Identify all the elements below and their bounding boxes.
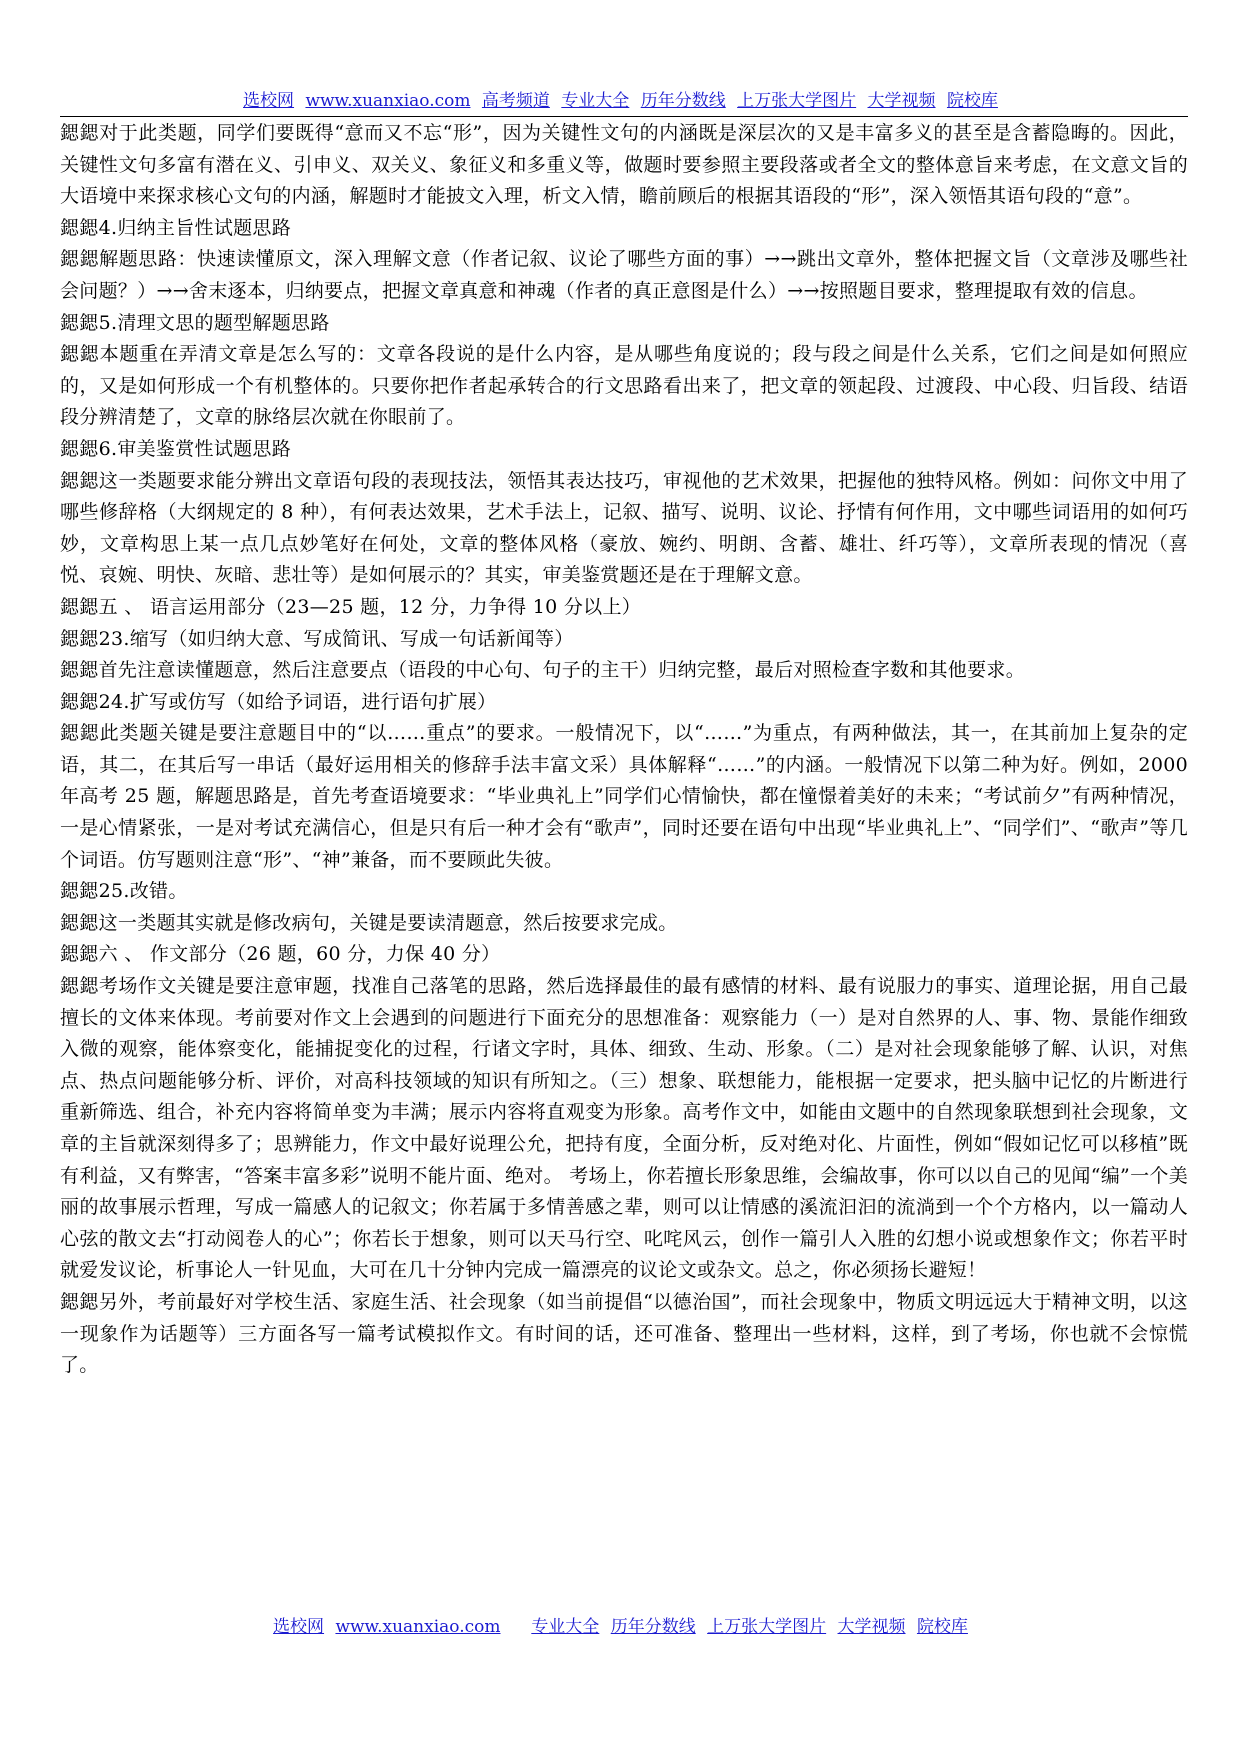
paragraph: 鍶鍶另外，考前最好对学校生活、家庭生活、社会现象（如当前提倡“以德治国”，而社会现象中，物质文明远远大于精神文明，以这一现象作为话题等）三方面各写一篇考试模拟作文。有时间的话，还可准备、整理出一些材料，这样，到了考场，你也就不会惊慌了。 (60, 1290, 1188, 1377)
paragraph: 鍶鍶首先注意读懂题意，然后注意要点（语段的中心句、句子的主干）归纳完整，最后对照检查字数和其他要求。 (60, 659, 1026, 682)
document-body (60, 118, 1188, 1382)
paragraph: 鍶鍶考场作文关键是要注意审题，找准自己落笔的思路，然后选择最佳的最有感情的材料、最有说服力的事实、道理论据，用自己最擅长的文体来体现。考前要对作文上会遇到的问题进行下面充分的思想准备：观察能力（一）是对自然界的人、事、物、景能作细致入微的观察，能体察变化，能捕捉变化的过程，行诸文字时，具体、细致、生动、形象。（二）是对社会现象能够了解、认识，对焦点、热点问题能够分析、评价，对高科技领域的知识有所知之。（三）想象、联想能力，能根据一定要求，把头脑中记忆的片断进行重新筛选、组合，补充内容将简单变为丰满；展示内容将直观变为形象。高考作文中，如能由文题中的自然现象联想到社会现象，文章的主旨就深刻得多了；思辨能力，作文中最好说理公允，把持有度，全面分析，反对绝对化、片面性，例如“假如记忆可以移植”既有利益，又有弊害，“答案丰富多彩”说明不能片面、绝对。 考场上，你若擅长形象思维，会编故事，你可以以自己的见闻“编”一个美丽的故事展示哲理，写成一篇感人的记叙文；你若属于多情善感之辈，则可以让情感的溪流汩汩的流淌到一个个方格内，以一篇动人心弦的散文去“打动阅卷人的心”；你若长于想象，则可以天马行空、叱咤风云，创作一篇引人入胜的幻想小说或想象作文；你若平时就爱发议论，析事论人一针见血，大可在几十分钟内完成一篇漂亮的议论文或杂文。总之，你必须扬长避短！ (60, 975, 1188, 1282)
section-heading: 鍶鍶6.审美鉴赏性试题思路 (60, 437, 292, 460)
footer-link-scores[interactable]: 历年分数线 (610, 1617, 696, 1637)
header-link-videos[interactable]: 大学视频 (867, 91, 936, 111)
footer-link-xuanxiao[interactable]: 选校网 (273, 1617, 325, 1637)
header-divider (60, 116, 1188, 117)
paragraph: 鍶鍶本题重在弄清文章是怎么写的：文章各段说的是什么内容，是从哪些角度说的；段与段之间是什么关系，它们之间是如何照应的，又是如何形成一个有机整体的。只要你把作者起承转合的行文思路看出来了，把文章的领起段、过渡段、中心段、归旨段、结语段分辨清楚了，文章的脉络层次就在你眼前了。 (60, 343, 1188, 429)
footer-link-photos[interactable]: 上万张大学图片 (707, 1617, 827, 1637)
paragraph: 鍶鍶解题思路：快速读懂原文，深入理解文意（作者记叙、议论了哪些方面的事）→→跳出文章外，整体把握文旨（文章涉及哪些社会问题？）→→舍末逐本，归纳要点，把握文章真意和神魂（作者的真正意图是什么）→→按照题目要求，整理提取有效的信息。 (60, 248, 1188, 302)
header-link-website[interactable]: www.xuanxiao.com (305, 91, 471, 111)
paragraph: 鍶鍶对于此类题，同学们要既得“意而又不忘“形”，因为关键性文句的内涵既是深层次的又是丰富多义的甚至是含蓄隐晦的。因此，关键性文句多富有潜在义、引申义、双关义、象征义和多重义等，做题时要参照主要段落或者全文的整体意旨来考虑，在文意文旨的大语境中来探求核心文句的内涵，解题时才能披文入理，析文入情，瞻前顾后的根据其语段的“形”，深入领悟其语句段的“意”。 (60, 122, 1188, 208)
paragraph: 鍶鍶这一类题要求能分辨出文章语句段的表现技法，领悟其表达技巧，审视他的艺术效果，把握他的独特风格。例如：问你文中用了哪些修辞格（大纲规定的 8 种），有何表达效果，艺术手法上，记叙、描写、说明、议论、抒情有何作用，文中哪些词语用的如何巧妙，文章构思上某一点几点妙笔好在何处，文章的整体风格（豪放、婉约、明朗、含蓄、雄壮、纤巧等），文章所表现的情况（喜悦、哀婉、明快、灰暗、悲壮等）是如何展示的？其实，审美鉴赏题还是在于理解文意。 (60, 469, 1188, 587)
header-link-photos[interactable]: 上万张大学图片 (737, 91, 857, 111)
section-heading: 鍶鍶23.缩写（如归纳大意、写成简讯、写成一句话新闻等） (60, 627, 574, 650)
footer-links (0, 1616, 1241, 1638)
section-heading: 鍶鍶五 、 语言运用部分（23—25 题，12 分，力争得 10 分以上） (60, 595, 642, 618)
footer-link-videos[interactable]: 大学视频 (837, 1617, 906, 1637)
paragraph: 鍶鍶此类题关键是要注意题目中的“以……重点”的要求。一般情况下，以“……”为重点，有两种做法，其一，在其前加上复杂的定语，其二，在其后写一串话（最好运用相关的修辞手法丰富文采）具体解释“……”的内涵。一般情况下以第二种为好。例如，2000 年高考 25 题，解题思路是，首先考查语境要求：“毕业典礼上”同学们心情愉快，都在憧憬着美好的未来；“考试前夕”有两种情况，一是心情紧张，一是对考试充满信心，但是只有后一种才会有“歌声”，同时还要在语句中出现“毕业典礼上”、“同学们”、“歌声”等几个词语。仿写题则注意“形”、“神”兼备，而不要顾此失彼。 (60, 722, 1188, 871)
paragraph: 鍶鍶这一类题其实就是修改病句，关键是要读清题意，然后按要求完成。 (60, 911, 678, 934)
header-link-colleges[interactable]: 院校库 (946, 91, 998, 111)
section-heading: 鍶鍶六 、 作文部分（26 题，60 分，力保 40 分） (60, 943, 501, 966)
section-heading: 鍶鍶25.改错。 (60, 880, 188, 903)
footer-link-colleges[interactable]: 院校库 (916, 1617, 968, 1637)
header-link-gaokao[interactable]: 高考频道 (481, 91, 550, 111)
section-heading: 鍶鍶5.清理文思的题型解题思路 (60, 311, 330, 334)
header-link-majors[interactable]: 专业大全 (561, 91, 630, 111)
footer-link-website[interactable]: www.xuanxiao.com (335, 1617, 501, 1637)
header-link-scores[interactable]: 历年分数线 (640, 91, 726, 111)
section-heading: 鍶鍶24.扩写或仿写（如给予词语，进行语句扩展） (60, 690, 497, 713)
header-link-xuanxiao[interactable]: 选校网 (243, 91, 295, 111)
footer-link-majors[interactable]: 专业大全 (531, 1617, 600, 1637)
header-links (0, 90, 1241, 112)
section-heading: 鍶鍶4.归纳主旨性试题思路 (60, 216, 292, 239)
